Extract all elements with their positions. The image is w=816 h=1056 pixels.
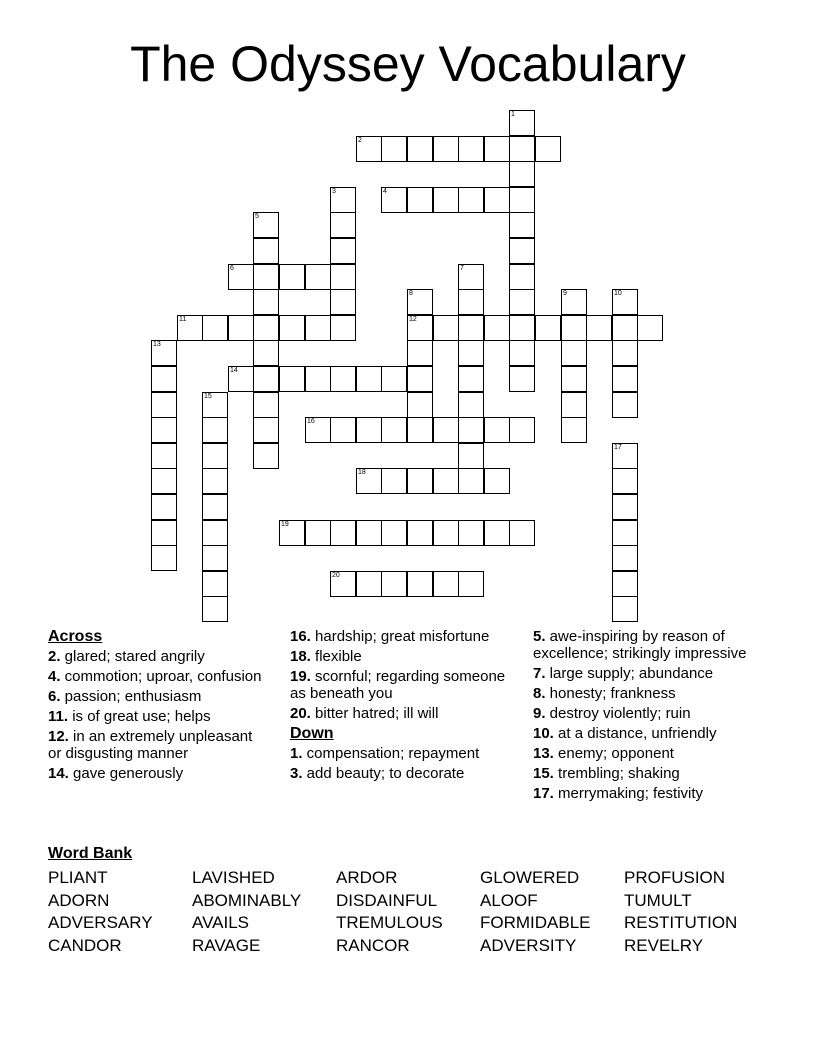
- grid-cell[interactable]: [535, 315, 561, 341]
- word-bank-heading: Word Bank: [48, 845, 133, 862]
- grid-cell[interactable]: [407, 187, 433, 213]
- word-bank-word: RESTITUTION: [624, 913, 738, 933]
- clue-text: passion; enthusiasm: [60, 688, 202, 705]
- grid-cell[interactable]: [330, 520, 356, 546]
- grid-cell[interactable]: [279, 264, 305, 290]
- down-clue: [533, 705, 748, 722]
- grid-cell[interactable]: [484, 187, 510, 213]
- grid-cell[interactable]: [509, 417, 535, 443]
- grid-cell[interactable]: [356, 468, 382, 494]
- word-bank-column: [336, 867, 443, 958]
- grid-cell[interactable]: [612, 366, 638, 392]
- grid-cell[interactable]: [407, 136, 433, 162]
- grid-cell[interactable]: [407, 366, 433, 392]
- grid-cell[interactable]: [228, 264, 254, 290]
- across-clue: [48, 688, 268, 705]
- clue-number-label: 1.: [290, 745, 303, 762]
- clue-number-label: 10.: [533, 725, 554, 742]
- grid-cell[interactable]: [151, 392, 177, 418]
- clue-number: 17: [614, 444, 622, 451]
- grid-cell[interactable]: [484, 417, 510, 443]
- grid-cell[interactable]: [305, 520, 331, 546]
- grid-cell[interactable]: [253, 366, 279, 392]
- grid-cell[interactable]: [253, 392, 279, 418]
- grid-cell[interactable]: [509, 110, 535, 136]
- grid-cell[interactable]: [356, 520, 382, 546]
- across-clue: [48, 648, 268, 665]
- grid-cell[interactable]: [586, 315, 612, 341]
- word-bank-word: LAVISHED: [192, 868, 275, 887]
- grid-cell[interactable]: [177, 315, 203, 341]
- puzzle-title: The Odyssey Vocabulary: [130, 36, 686, 92]
- down-clue: [533, 665, 748, 682]
- word-bank-word: TREMULOUS: [336, 913, 443, 933]
- grid-cell[interactable]: [458, 468, 484, 494]
- down-clue: [533, 785, 748, 802]
- grid-cell[interactable]: [305, 315, 331, 341]
- clue-number: 13: [153, 341, 161, 348]
- clue-text: in an extremely unpleasant or disgusting manner: [48, 728, 253, 762]
- grid-cell[interactable]: [433, 187, 459, 213]
- grid-cell[interactable]: [356, 136, 382, 162]
- grid-cell[interactable]: [509, 315, 535, 341]
- grid-cell[interactable]: [356, 417, 382, 443]
- clue-text: glared; stared angrily: [60, 648, 205, 665]
- clue-text: scornful; regarding someone as beneath you: [290, 668, 506, 702]
- grid-cell[interactable]: [433, 417, 459, 443]
- grid-cell[interactable]: [356, 366, 382, 392]
- grid-cell[interactable]: [484, 136, 510, 162]
- word-bank-word: RANCOR: [336, 936, 410, 956]
- clue-number-label: 14.: [48, 765, 69, 782]
- grid-cell[interactable]: [330, 366, 356, 392]
- grid-cell[interactable]: [228, 315, 254, 341]
- word-bank-word: ARDOR: [336, 868, 398, 887]
- grid-cell[interactable]: [253, 238, 279, 264]
- word-bank-word: ADVERSARY: [48, 913, 153, 933]
- across-clue: [48, 765, 268, 782]
- grid-cell[interactable]: [330, 264, 356, 290]
- grid-cell[interactable]: [561, 315, 587, 341]
- clue-number-label: 15.: [533, 765, 554, 782]
- clue-text: is of great use; helps: [68, 708, 211, 725]
- grid-cell[interactable]: [612, 340, 638, 366]
- grid-cell[interactable]: [330, 417, 356, 443]
- clue-text: honesty; frankness: [545, 685, 676, 702]
- clue-text: hardship; great misfortune: [310, 628, 490, 645]
- grid-cell[interactable]: [305, 366, 331, 392]
- grid-cell[interactable]: [330, 571, 356, 597]
- grid-cell[interactable]: [407, 392, 433, 418]
- clue-text: commotion; uproar, confusion: [60, 668, 262, 685]
- grid-cell[interactable]: [612, 520, 638, 546]
- word-bank-word: CANDOR: [48, 936, 122, 956]
- grid-cell[interactable]: [509, 366, 535, 392]
- across-heading: Across: [48, 628, 103, 645]
- grid-cell[interactable]: [509, 212, 535, 238]
- down-clue: [533, 745, 748, 762]
- grid-cell[interactable]: [433, 136, 459, 162]
- clue-number: 20: [332, 572, 340, 579]
- grid-cell[interactable]: [330, 187, 356, 213]
- word-bank-word: DISDAINFUL: [336, 890, 438, 910]
- grid-cell[interactable]: [458, 136, 484, 162]
- grid-cell[interactable]: [202, 315, 228, 341]
- down-clue: [290, 745, 512, 762]
- grid-cell[interactable]: [381, 417, 407, 443]
- down-clue: [290, 765, 512, 782]
- grid-cell[interactable]: [407, 520, 433, 546]
- clue-number-label: 11.: [48, 708, 69, 725]
- clue-text: bitter hatred; ill will: [310, 705, 439, 722]
- grid-cell[interactable]: [433, 571, 459, 597]
- clue-number: 5: [255, 213, 259, 220]
- grid-cell[interactable]: [202, 468, 228, 494]
- grid-cell[interactable]: [407, 315, 433, 341]
- word-bank-word: RAVAGE: [192, 936, 261, 956]
- grid-cell[interactable]: [458, 366, 484, 392]
- grid-cell[interactable]: [458, 264, 484, 290]
- word-bank-word: GLOWERED: [480, 868, 580, 887]
- across-clue: [290, 628, 512, 645]
- clues-column-2: [290, 628, 512, 785]
- grid-cell[interactable]: [151, 494, 177, 520]
- clue-number: 1: [511, 111, 515, 118]
- grid-cell[interactable]: [612, 571, 638, 597]
- clue-text: large supply; abundance: [545, 665, 714, 682]
- word-bank-word: ADVERSITY: [480, 936, 577, 956]
- grid-cell[interactable]: [509, 264, 535, 290]
- grid-cell[interactable]: [228, 366, 254, 392]
- clue-number-label: 8.: [533, 685, 546, 702]
- clue-number: 14: [230, 367, 238, 374]
- grid-cell[interactable]: [484, 468, 510, 494]
- grid-cell[interactable]: [561, 366, 587, 392]
- grid-cell[interactable]: [279, 366, 305, 392]
- down-clue: [533, 765, 748, 782]
- grid-cell[interactable]: [253, 417, 279, 443]
- grid-cell[interactable]: [253, 340, 279, 366]
- grid-cell[interactable]: [381, 187, 407, 213]
- down-clue: [533, 725, 748, 742]
- clue-text: awe-inspiring by reason of excellence; strikingly impressive: [533, 628, 747, 662]
- across-clue: [290, 705, 512, 722]
- grid-cell[interactable]: [612, 596, 638, 622]
- word-bank-column: [624, 867, 737, 958]
- clues-column-3: [533, 628, 748, 805]
- grid-cell[interactable]: [612, 315, 638, 341]
- word-bank-column: [48, 867, 153, 958]
- clue-number-label: 13.: [533, 745, 554, 762]
- clue-number-label: 20.: [290, 705, 311, 722]
- word-bank-word: ADORN: [48, 890, 110, 910]
- clue-number-label: 16.: [290, 628, 311, 645]
- grid-cell[interactable]: [305, 264, 331, 290]
- grid-cell[interactable]: [407, 417, 433, 443]
- across-clue: [290, 648, 512, 665]
- grid-cell[interactable]: [484, 315, 510, 341]
- grid-cell[interactable]: [151, 443, 177, 469]
- grid-cell[interactable]: [381, 468, 407, 494]
- clue-number-label: 17.: [533, 785, 554, 802]
- clue-number-label: 18.: [290, 648, 311, 665]
- grid-cell[interactable]: [484, 520, 510, 546]
- word-bank-column: [480, 867, 591, 958]
- grid-cell[interactable]: [612, 289, 638, 315]
- word-bank-column: [192, 867, 301, 958]
- grid-cell[interactable]: [253, 289, 279, 315]
- clue-number: 10: [614, 290, 622, 297]
- grid-cell[interactable]: [509, 136, 535, 162]
- grid-cell[interactable]: [407, 468, 433, 494]
- grid-cell[interactable]: [637, 315, 663, 341]
- grid-cell[interactable]: [356, 571, 382, 597]
- word-bank-word: REVELRY: [624, 936, 704, 956]
- grid-cell[interactable]: [305, 417, 331, 443]
- grid-cell[interactable]: [612, 443, 638, 469]
- grid-cell[interactable]: [381, 366, 407, 392]
- grid-cell[interactable]: [202, 520, 228, 546]
- grid-cell[interactable]: [612, 494, 638, 520]
- grid-cell[interactable]: [202, 392, 228, 418]
- clue-number-label: 7.: [533, 665, 546, 682]
- clues-column-1: [48, 628, 268, 785]
- grid-cell[interactable]: [458, 571, 484, 597]
- grid-cell[interactable]: [458, 417, 484, 443]
- grid-cell[interactable]: [509, 187, 535, 213]
- grid-cell[interactable]: [330, 289, 356, 315]
- word-bank-word: ABOMINABLY: [192, 890, 302, 910]
- down-heading: Down: [290, 725, 334, 742]
- clue-number: 6: [230, 265, 234, 272]
- grid-cell[interactable]: [433, 468, 459, 494]
- clue-number: 9: [563, 290, 567, 297]
- grid-cell[interactable]: [151, 545, 177, 571]
- grid-cell[interactable]: [381, 136, 407, 162]
- grid-cell[interactable]: [509, 289, 535, 315]
- grid-cell[interactable]: [612, 545, 638, 571]
- grid-cell[interactable]: [202, 494, 228, 520]
- word-bank-word: PROFUSION: [624, 868, 726, 887]
- grid-cell[interactable]: [458, 340, 484, 366]
- clue-text: merrymaking; festivity: [553, 785, 704, 802]
- clue-text: add beauty; to decorate: [302, 765, 465, 782]
- grid-cell[interactable]: [612, 392, 638, 418]
- clue-number: 15: [204, 393, 212, 400]
- grid-cell[interactable]: [202, 596, 228, 622]
- clue-number-label: 2.: [48, 648, 61, 665]
- grid-cell[interactable]: [407, 340, 433, 366]
- grid-cell[interactable]: [561, 417, 587, 443]
- clue-number: 3: [332, 188, 336, 195]
- grid-cell[interactable]: [612, 468, 638, 494]
- grid-cell[interactable]: [279, 315, 305, 341]
- grid-cell[interactable]: [202, 571, 228, 597]
- across-clue: [290, 668, 512, 702]
- grid-cell[interactable]: [509, 238, 535, 264]
- grid-cell[interactable]: [509, 161, 535, 187]
- down-clue: [533, 628, 748, 662]
- grid-cell[interactable]: [253, 315, 279, 341]
- clue-number-label: 5.: [533, 628, 546, 645]
- grid-cell[interactable]: [458, 443, 484, 469]
- grid-cell[interactable]: [253, 443, 279, 469]
- clue-number: 16: [307, 418, 315, 425]
- clue-number-label: 3.: [290, 765, 303, 782]
- grid-cell[interactable]: [561, 340, 587, 366]
- grid-cell[interactable]: [561, 392, 587, 418]
- clue-number: 2: [358, 137, 362, 144]
- word-bank-word: PLIANT: [48, 868, 108, 887]
- grid-cell[interactable]: [202, 545, 228, 571]
- clue-text: gave generously: [68, 765, 184, 782]
- grid-cell[interactable]: [330, 315, 356, 341]
- grid-cell[interactable]: [253, 264, 279, 290]
- across-clue: [48, 728, 268, 762]
- grid-cell[interactable]: [509, 340, 535, 366]
- grid-cell[interactable]: [151, 468, 177, 494]
- grid-cell[interactable]: [407, 571, 433, 597]
- clue-number: 19: [281, 521, 289, 528]
- grid-cell[interactable]: [561, 289, 587, 315]
- grid-cell[interactable]: [202, 417, 228, 443]
- grid-cell[interactable]: [458, 392, 484, 418]
- grid-cell[interactable]: [151, 417, 177, 443]
- word-bank-word: TUMULT: [624, 890, 692, 910]
- word-bank-word: FORMIDABLE: [480, 913, 591, 933]
- down-clue: [533, 685, 748, 702]
- grid-cell[interactable]: [202, 443, 228, 469]
- clue-text: enemy; opponent: [553, 745, 674, 762]
- grid-cell[interactable]: [535, 136, 561, 162]
- word-bank-word: AVAILS: [192, 913, 250, 933]
- clue-number-label: 6.: [48, 688, 61, 705]
- across-clue: [48, 708, 268, 725]
- clue-number-label: 9.: [533, 705, 546, 722]
- clue-number-label: 12.: [48, 728, 69, 745]
- grid-cell[interactable]: [151, 520, 177, 546]
- word-bank-word: ALOOF: [480, 890, 538, 910]
- grid-cell[interactable]: [458, 315, 484, 341]
- clue-number: 12: [409, 316, 417, 323]
- grid-cell[interactable]: [330, 238, 356, 264]
- grid-cell[interactable]: [381, 571, 407, 597]
- grid-cell[interactable]: [433, 315, 459, 341]
- clue-text: at a distance, unfriendly: [553, 725, 717, 742]
- grid-cell[interactable]: [407, 289, 433, 315]
- clue-number: 4: [383, 188, 387, 195]
- clue-number-label: 19.: [290, 668, 311, 685]
- grid-cell[interactable]: [433, 520, 459, 546]
- clue-text: trembling; shaking: [553, 765, 680, 782]
- grid-cell[interactable]: [458, 520, 484, 546]
- clue-number-label: 4.: [48, 668, 61, 685]
- grid-cell[interactable]: [151, 340, 177, 366]
- clue-number: 18: [358, 469, 366, 476]
- grid-cell[interactable]: [151, 366, 177, 392]
- grid-cell[interactable]: [330, 212, 356, 238]
- clue-text: destroy violently; ruin: [545, 705, 691, 722]
- grid-cell[interactable]: [458, 187, 484, 213]
- grid-cell[interactable]: [253, 212, 279, 238]
- clue-text: compensation; repayment: [302, 745, 480, 762]
- clue-number: 11: [179, 316, 187, 323]
- clue-text: flexible: [310, 648, 362, 665]
- clue-number: 7: [460, 265, 464, 272]
- clue-number: 8: [409, 290, 413, 297]
- grid-cell[interactable]: [279, 520, 305, 546]
- grid-cell[interactable]: [458, 289, 484, 315]
- across-clue: [48, 668, 268, 685]
- grid-cell[interactable]: [509, 520, 535, 546]
- grid-cell[interactable]: [381, 520, 407, 546]
